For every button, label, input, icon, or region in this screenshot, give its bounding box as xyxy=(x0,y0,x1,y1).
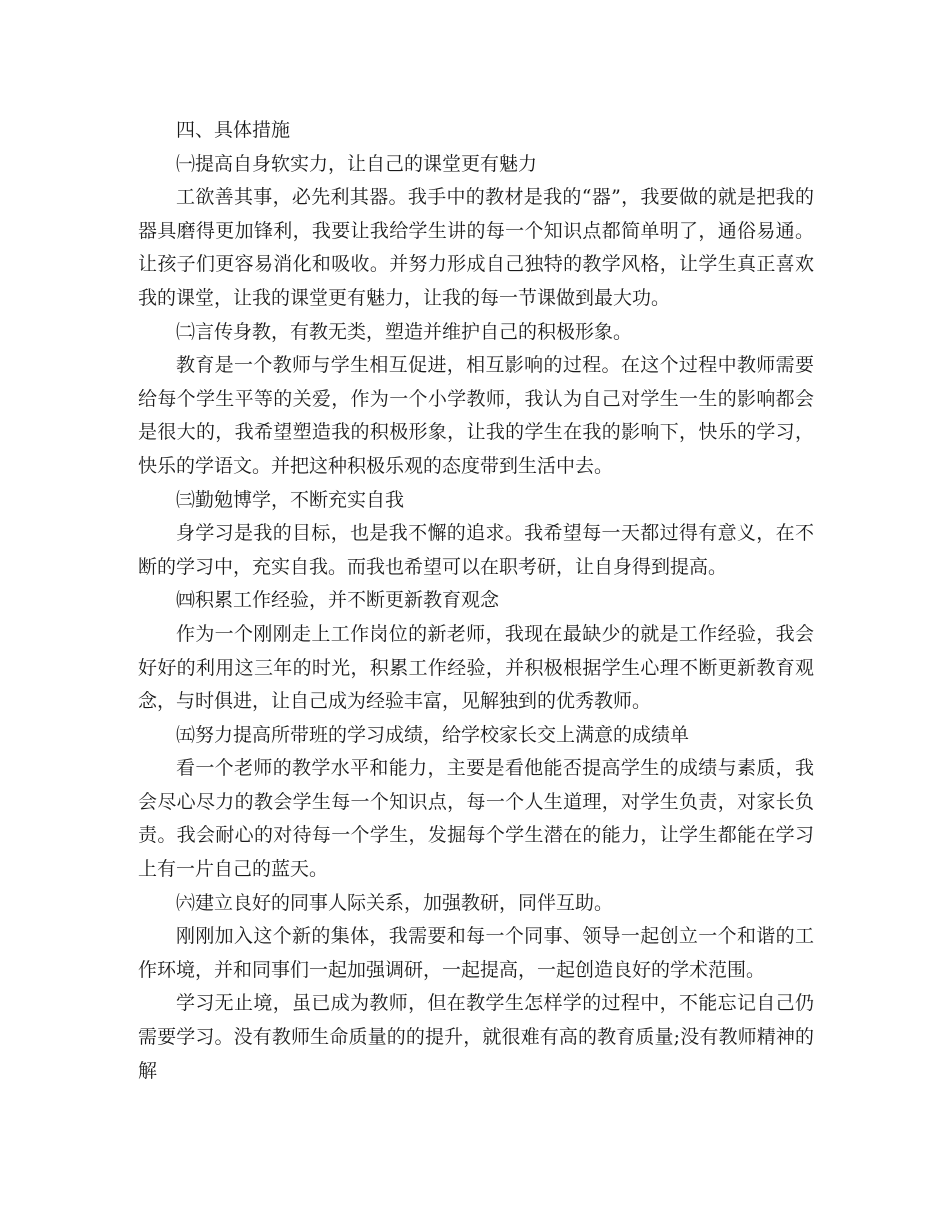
paragraph-3: 身学习是我的目标，也是我不懈的追求。我希望每一天都过得有意义，在不断的学习中，充实自我。而我也希望可以在职考研，让自身得到提高。 xyxy=(138,522,814,578)
subsection-heading-3: ㈢勤勉博学，不断充实自我 xyxy=(176,488,405,511)
subsection-heading-2: ㈡言传身教，有教无类，塑造并维护自己的积极形象。 xyxy=(176,320,633,343)
paragraph-7: 学习无止境，虽已成为教师，但在教学生怎样学的过程中，不能忘记自己仍需要学习。没有教师生命质量的的提升，就很难有高的教育质量;没有教师精神的解 xyxy=(138,992,814,1082)
subsection-heading-5: ㈤努力提高所带班的学习成绩，给学校家长交上满意的成绩单 xyxy=(176,723,690,746)
subsection-heading-6: ㈥建立良好的同事人际关系，加强教研，同伴互助。 xyxy=(176,891,614,914)
paragraph-2: 教育是一个教师与学生相互促进，相互影响的过程。在这个过程中教师需要给每个学生平等的关爱，作为一个小学教师，我认为自己对学生一生的影响都会是很大的，我希望塑造我的积极形象，让我的学生在我的影响下，快乐的学习，快乐的学语文。并把这种积极乐观的态度带到生活中去。 xyxy=(138,354,814,477)
paragraph-5: 看一个老师的教学水平和能力，主要是看他能否提高学生的成绩与素质，我会尽心尽力的教会学生每一个知识点，每一个人生道理，对学生负责，对家长负责。我会耐心的对待每一个学生，发掘每个学生潜在的能力，让学生都能在学习上有一片自己的蓝天。 xyxy=(138,757,814,881)
subsection-heading-1: ㈠提高自身软实力，让自己的课堂更有魅力 xyxy=(176,152,538,175)
document-body xyxy=(138,114,814,1088)
paragraph-1: 工欲善其事，必先利其器。我手中的教材是我的“器”，我要做的就是把我的器具磨得更加锋利，我要让我给学生讲的每一个知识点都简单明了，通俗易通。让孩子们更容易消化和吸收。并努力形成自己独特的教学风格，让学生真正喜欢我的课堂，让我的课堂更有魅力，让我的每一节课做到最大功。 xyxy=(138,186,814,309)
section-title: 四、具体措施 xyxy=(176,119,291,141)
paragraph-6: 刚刚加入这个新的集体，我需要和每一个同事、领导一起创立一个和谐的工作环境，并和同事们一起加强调研，一起提高，一起创造良好的学术范围。 xyxy=(138,925,814,981)
paragraph-4: 作为一个刚刚走上工作岗位的新老师，我现在最缺少的就是工作经验，我会好好的利用这三年的时光，积累工作经验，并积极根据学生心理不断更新教育观念，与时俱进，让自己成为经验丰富，见解独到的优秀教师。 xyxy=(138,622,814,713)
subsection-heading-4: ㈣积累工作经验，并不断更新教育观念 xyxy=(176,589,500,612)
